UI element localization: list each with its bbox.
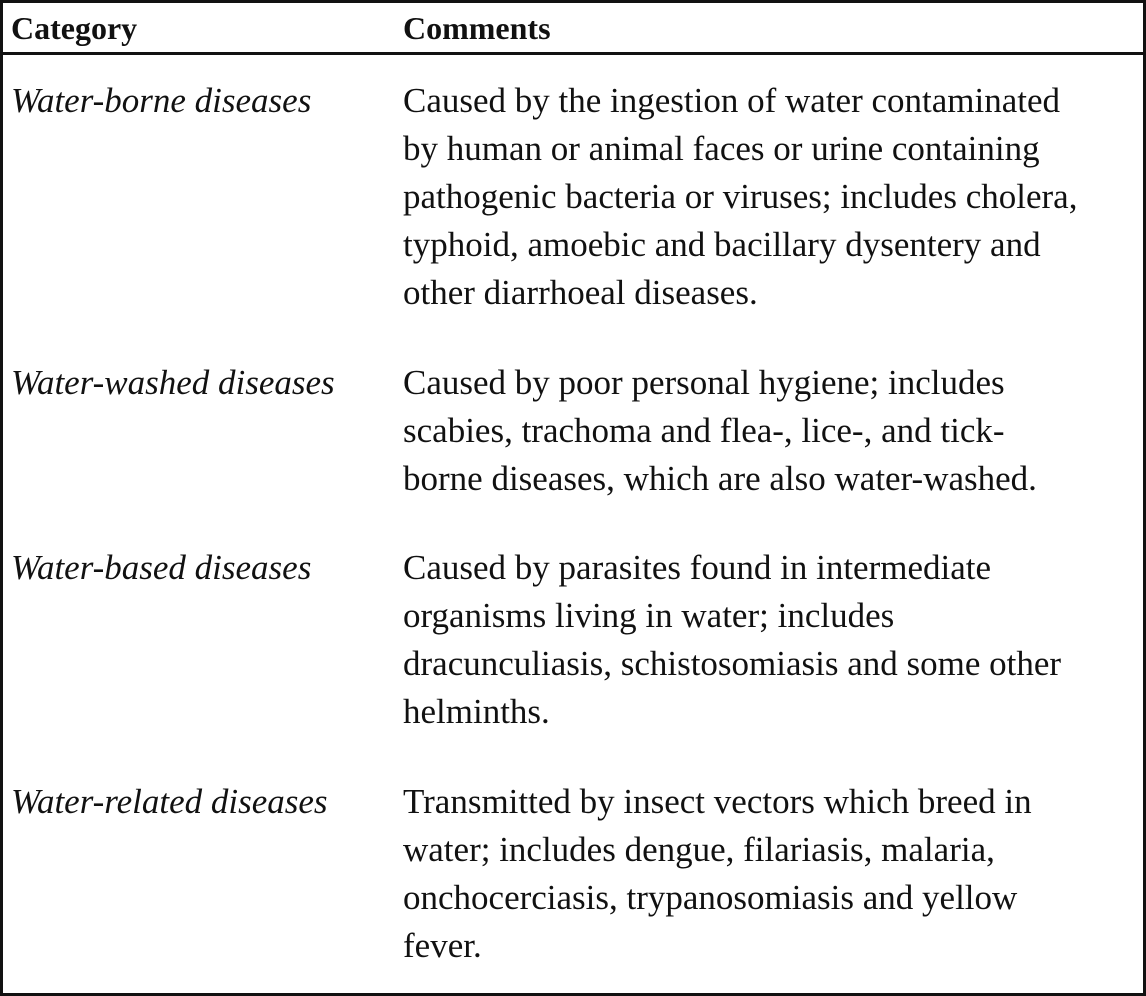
comment-line: Transmitted by insect vectors which breed in [403,782,1032,821]
header-comments: Comments [403,10,551,46]
comment-line: by human or animal faces or urine containing [403,129,1040,168]
comments-cell [403,359,1133,503]
header-category: Category [11,10,138,46]
category-cell: Water-based diseases [11,548,312,587]
comment-line: other diarrhoeal diseases. [403,273,758,312]
category-cell: Water-borne diseases [11,81,312,120]
comments-cell [403,544,1133,736]
comments-cell [403,778,1133,970]
comment-line: water; includes dengue, filariasis, malaria, [403,830,995,869]
comments-cell [403,77,1133,317]
category-cell: Water-washed diseases [11,363,335,402]
comment-line: borne diseases, which are also water-washed. [403,459,1037,498]
comment-line: Caused by parasites found in intermediate [403,548,992,587]
comment-line: onchocerciasis, trypanosomiasis and yellow [403,878,1018,917]
comment-line: typhoid, amoebic and bacillary dysentery and [403,225,1041,264]
comment-line: Caused by poor personal hygiene; includes [403,363,1005,402]
category-cell: Water-related diseases [11,782,328,821]
comment-line: dracunculiasis, schistosomiasis and some other [403,644,1062,683]
comment-line: helminths. [403,692,550,731]
comment-line: scabies, trachoma and flea-, lice-, and tick- [403,411,1005,450]
comment-line: Caused by the ingestion of water contaminated [403,81,1061,120]
comment-line: organisms living in water; includes [403,596,895,635]
comment-line: fever. [403,926,482,965]
table-header-row [3,3,1143,55]
comment-line: pathogenic bacteria or viruses; includes cholera, [403,177,1078,216]
